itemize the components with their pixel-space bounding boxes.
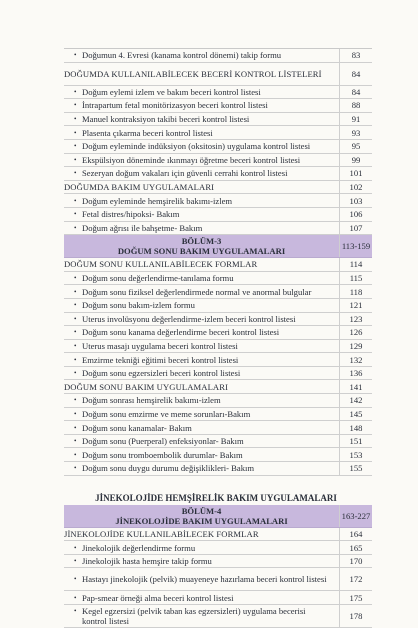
toc-entry-text: [64, 409, 339, 419]
bullet-icon: •: [74, 115, 77, 124]
toc-entry-label: Jinekolojik hasta hemşire takip formu: [82, 556, 212, 567]
toc-entry-label: Doğum sonu değerlendirme-tanılama formu: [82, 273, 234, 284]
toc-entry-label: Doğum eyleminde indüksiyon (oksitosin) uygulama kontrol listesi: [82, 141, 311, 152]
table-of-contents: [64, 48, 372, 628]
toc-entry[interactable]: [64, 222, 372, 236]
toc-entry[interactable]: [64, 462, 372, 476]
toc-entry-text: [64, 341, 339, 351]
toc-entry-text: [64, 209, 339, 219]
page-number: 84: [339, 86, 372, 99]
toc-entry-label: Doğum sonu duygu durumu değişiklikleri- Bakım: [82, 463, 255, 474]
bullet-icon: •: [74, 223, 77, 232]
bullet-icon: •: [74, 396, 77, 405]
toc-entry[interactable]: [64, 421, 372, 435]
toc-entry[interactable]: [64, 591, 372, 605]
page-number: 153: [339, 448, 372, 461]
toc-entry-label: Uterus involüsyonu değerlendirme-izlem beceri kontrol listesi: [82, 313, 296, 324]
section-heading-text: JİNEKOLOJİDE KULLANILABİLECEK FORMLAR: [64, 528, 259, 539]
toc-entry-text: [64, 436, 339, 446]
section-heading[interactable]: [64, 380, 372, 394]
toc-entry-label: Doğum sonu tromboembolik durumlar- Bakım: [82, 449, 243, 460]
toc-entry-label: Doğum sonu fiziksel değerlendirmede normal ve anormal bulgular: [82, 286, 312, 297]
toc-entry[interactable]: [64, 299, 372, 313]
section-heading-text: DOĞUMDA BAKIM UYGULAMALARI: [64, 182, 215, 193]
bullet-icon: •: [74, 196, 77, 205]
toc-entry-label: İntrapartum fetal monitörizasyon beceri kontrol listesi: [82, 100, 268, 111]
bullet-icon: •: [74, 437, 77, 446]
toc-entry[interactable]: [64, 285, 372, 299]
toc-entry-text: [64, 556, 339, 566]
toc-entry-text: [64, 300, 339, 310]
toc-entry[interactable]: [64, 113, 372, 127]
toc-entry-label: Doğum sonu egzersizleri beceri kontrol listesi: [82, 368, 241, 379]
page-number: 126: [339, 326, 372, 339]
page-number: 114: [339, 258, 372, 271]
bullet-icon: •: [74, 287, 77, 296]
page-number: 155: [339, 462, 372, 475]
page-number: 132: [339, 353, 372, 366]
toc-entry-text: [64, 273, 339, 283]
toc-entry[interactable]: [64, 435, 372, 449]
page-number: 178: [339, 605, 372, 627]
page-number: 84: [339, 63, 372, 85]
toc-entry-label: Doğum ağrısı ile bahşetme- Bakım: [82, 222, 203, 233]
toc-entry-text: [64, 168, 339, 178]
toc-entry-text: [64, 543, 339, 553]
chapter-heading-text: [64, 506, 339, 526]
page-number: 118: [339, 285, 372, 298]
toc-entry-text: [64, 100, 339, 110]
toc-entry[interactable]: [64, 194, 372, 208]
bullet-icon: •: [74, 169, 77, 178]
toc-entry-label: Doğum sonu bakım-izlem formu: [82, 300, 195, 311]
toc-entry-text: [64, 314, 339, 324]
bullet-icon: •: [74, 101, 77, 110]
toc-entry-label: Doğum sonu (Puerperal) enfeksiyonlar- Bakım: [82, 436, 244, 447]
page-number: 123: [339, 313, 372, 326]
toc-entry-text: [64, 574, 339, 584]
page-number: 136: [339, 367, 372, 380]
page-number: 172: [339, 568, 372, 590]
toc-entry-text: [64, 87, 339, 97]
toc-entry-label: Emzirme tekniği eğitimi beceri kontrol listesi: [82, 354, 239, 365]
toc-entry[interactable]: [64, 448, 372, 462]
chapter-number: BÖLÜM-3: [181, 236, 222, 247]
section-heading-text: DOĞUM SONU KULLANILABİLECEK FORMLAR: [64, 259, 258, 270]
section-heading-text: [64, 69, 339, 79]
bullet-icon: •: [74, 142, 77, 151]
bullet-icon: •: [74, 575, 77, 584]
bullet-icon: •: [74, 210, 77, 219]
page-number: 91: [339, 113, 372, 126]
bullet-icon: •: [74, 557, 77, 566]
toc-entry-label: Kegel egzersizi (pelvik taban kas egzersizleri) uygulama becerisi kontrol listesi: [82, 606, 306, 626]
toc-entry[interactable]: [64, 99, 372, 113]
toc-entry-label: Doğum sonu kanama değerlendirme beceri kontrol listesi: [82, 327, 280, 338]
bullet-icon: •: [74, 274, 77, 283]
toc-entry[interactable]: [64, 86, 372, 100]
toc-entry-text: [64, 450, 339, 460]
page-number: 102: [339, 181, 372, 194]
chapter-number: BÖLÜM-4: [181, 505, 222, 516]
bullet-icon: •: [74, 543, 77, 552]
chapter-heading[interactable]: [64, 235, 372, 258]
toc-entry[interactable]: [64, 208, 372, 222]
part-title: [64, 490, 372, 505]
page-number: 106: [339, 208, 372, 221]
chapter-heading-text: [64, 236, 339, 256]
section-heading-text: DOĞUM SONU BAKIM UYGULAMALARI: [64, 381, 229, 392]
toc-entry-label: Fetal distres/hipoksi- Bakım: [82, 209, 180, 220]
page-number: 151: [339, 435, 372, 448]
bullet-icon: •: [74, 87, 77, 96]
spacer-row: [64, 476, 372, 490]
page-number: 83: [339, 49, 372, 62]
page-number: 129: [339, 340, 372, 353]
page-number: 148: [339, 421, 372, 434]
toc-entry[interactable]: [64, 568, 372, 591]
toc-entry[interactable]: [64, 353, 372, 367]
toc-entry-text: [64, 287, 339, 297]
toc-entry-text: [64, 155, 339, 165]
toc-entry[interactable]: [64, 340, 372, 354]
toc-entry-label: Doğum sonu kanamalar- Bakım: [82, 422, 192, 433]
toc-entry[interactable]: [64, 326, 372, 340]
toc-entry-label: Doğum eylemi izlem ve bakım beceri kontrol listesi: [82, 86, 261, 97]
toc-entry-label: Ekspülsiyon döneminde ıkınmayı öğretme beceri kontrol listesi: [82, 154, 301, 165]
bullet-icon: •: [74, 155, 77, 164]
bullet-icon: •: [74, 355, 77, 364]
toc-entry-text: [64, 196, 339, 206]
toc-entry[interactable]: [64, 408, 372, 422]
bullet-icon: •: [74, 341, 77, 350]
toc-entry[interactable]: [64, 126, 372, 140]
page-number: 99: [339, 154, 372, 167]
toc-entry-text: [64, 368, 339, 378]
toc-entry-label: Doğumun 4. Evresi (kanama kontrol dönemi) takip formu: [82, 50, 282, 61]
page-number: 101: [339, 167, 372, 180]
toc-entry[interactable]: [64, 49, 372, 63]
toc-entry[interactable]: [64, 394, 372, 408]
page-number: 113-159: [339, 235, 372, 257]
bullet-icon: •: [74, 369, 77, 378]
toc-entry[interactable]: [64, 367, 372, 381]
bullet-icon: •: [74, 409, 77, 418]
page-number: 107: [339, 222, 372, 235]
toc-entry-text: [64, 606, 339, 626]
page-number: 141: [339, 380, 372, 393]
bullet-icon: •: [74, 301, 77, 310]
toc-entry[interactable]: [64, 605, 372, 628]
page-number: 164: [339, 528, 372, 541]
toc-entry-label: Manuel kontraksiyon takibi beceri kontrol listesi: [82, 114, 250, 125]
toc-entry[interactable]: [64, 140, 372, 154]
section-heading[interactable]: [64, 528, 372, 542]
toc-entry-label: Hastayı jinekolojik (pelvik) muayeneye hazırlama beceri kontrol listesi: [82, 574, 327, 585]
section-heading[interactable]: [64, 258, 372, 272]
toc-entry-text: [64, 395, 339, 405]
section-heading-label: DOĞUMDA KULLANILABİLECEK BECERİ KONTROL LİSTELERİ: [64, 68, 322, 79]
page-number: 88: [339, 99, 372, 112]
page-number: 103: [339, 194, 372, 207]
bullet-icon: •: [74, 128, 77, 137]
toc-entry-text: [64, 423, 339, 433]
page-number: 121: [339, 299, 372, 312]
bullet-icon: •: [74, 328, 77, 337]
bullet-icon: •: [74, 51, 77, 60]
page-number: 165: [339, 541, 372, 554]
toc-entry-label: Uterus masajı uygulama beceri kontrol listesi: [82, 340, 238, 351]
toc-entry-text: [64, 114, 339, 124]
page-number: 170: [339, 555, 372, 568]
toc-entry[interactable]: [64, 541, 372, 555]
toc-entry-text: [64, 141, 339, 151]
toc-entry-text: [64, 223, 339, 233]
toc-entry-label: Jinekolojik değerlendirme formu: [82, 542, 196, 553]
bullet-icon: •: [74, 607, 77, 615]
page-number: 95: [339, 140, 372, 153]
toc-entry-text: [64, 463, 339, 473]
page-number: 115: [339, 272, 372, 285]
chapter-heading[interactable]: [64, 505, 372, 528]
page-number: 93: [339, 126, 372, 139]
toc-entry-label: Plasenta çıkarma beceri kontrol listesi: [82, 127, 213, 138]
page-number: 175: [339, 591, 372, 604]
toc-entry-text: [64, 355, 339, 365]
toc-entry[interactable]: [64, 272, 372, 286]
toc-entry-label: Doğum sonu emzirme ve meme sorunları-Bakım: [82, 408, 251, 419]
toc-entry-text: [64, 128, 339, 138]
chapter-title: DOĞUM SONU BAKIM UYGULAMALARI: [117, 246, 286, 257]
toc-entry[interactable]: [64, 555, 372, 569]
page-number: 163-227: [339, 505, 372, 527]
toc-entry-text: [64, 50, 339, 60]
toc-entry[interactable]: [64, 154, 372, 168]
bullet-icon: •: [74, 450, 77, 459]
page-number: 142: [339, 394, 372, 407]
bullet-icon: •: [74, 314, 77, 323]
toc-entry-label: Pap-smear örneği alma beceri kontrol listesi: [82, 592, 234, 603]
bullet-icon: •: [74, 464, 77, 473]
toc-entry-label: Doğum sonrası hemşirelik bakımı-izlem: [82, 395, 221, 406]
bullet-icon: •: [74, 593, 77, 602]
toc-entry-label: Doğum eyleminde hemşirelik bakımı-izlem: [82, 195, 233, 206]
bullet-icon: •: [74, 423, 77, 432]
toc-entry-text: [64, 593, 339, 603]
section-heading[interactable]: [64, 181, 372, 195]
chapter-title: JİNEKOLOJİDE BAKIM UYGULAMALARI: [115, 515, 288, 526]
toc-entry[interactable]: [64, 167, 372, 181]
toc-entry[interactable]: [64, 313, 372, 327]
part-title-text: JİNEKOLOJİDE HEMŞİRELİK BAKIM UYGULAMALARI: [95, 493, 337, 504]
section-heading[interactable]: [64, 63, 372, 86]
toc-entry-text: [64, 327, 339, 337]
toc-entry-label: Sezeryan doğum vakaları için güvenli cerrahi kontrol listesi: [82, 168, 288, 179]
page-number: 145: [339, 408, 372, 421]
